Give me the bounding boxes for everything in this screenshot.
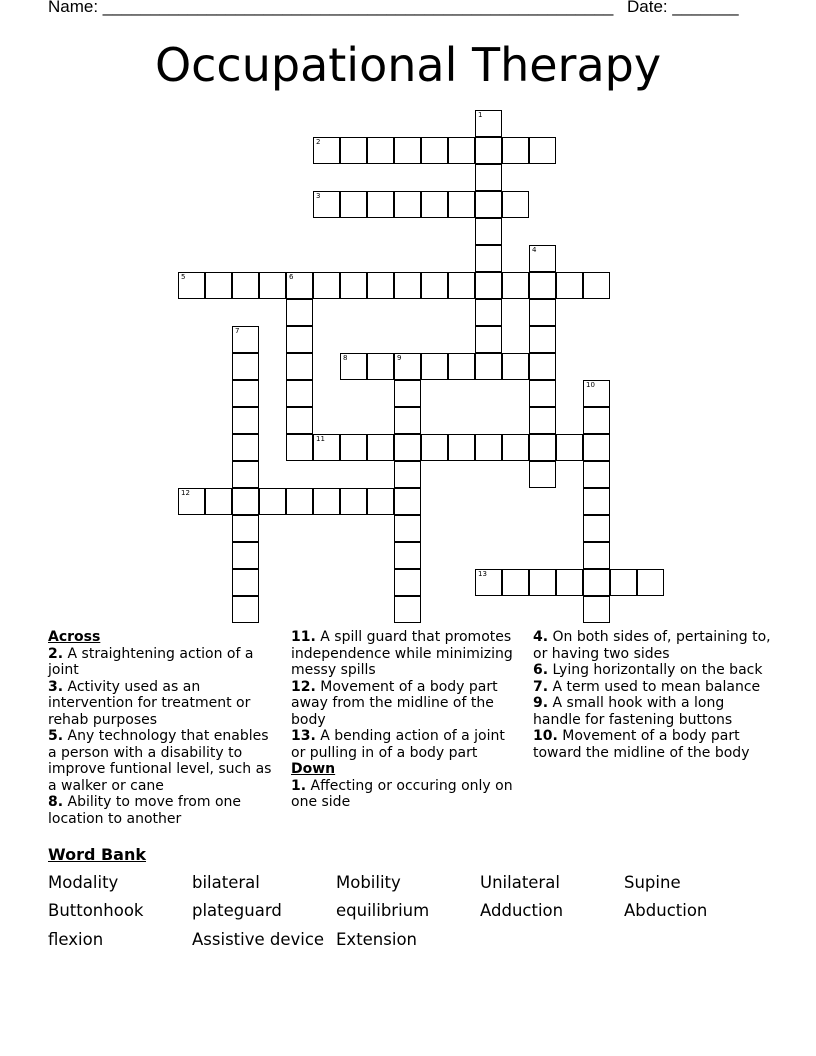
word-bank-item: Supine xyxy=(624,873,681,892)
clue-number: 8 xyxy=(343,354,348,362)
crossword-cell[interactable] xyxy=(529,569,556,596)
name-field-label: Name: ______________________________________________________ xyxy=(48,0,614,16)
clue-number-label: 13. xyxy=(291,728,316,744)
crossword-cell[interactable] xyxy=(232,542,259,569)
crossword-cell[interactable] xyxy=(529,461,556,488)
crossword-cell[interactable] xyxy=(421,272,448,299)
crossword-cell[interactable] xyxy=(232,488,259,515)
crossword-cell[interactable] xyxy=(232,569,259,596)
clue-text: Movement of a body part away from the midline of the body xyxy=(291,678,498,728)
crossword-cell[interactable] xyxy=(583,380,610,407)
clue-text: A spill guard that promotes independence while minimizing messy spills xyxy=(291,629,513,678)
word-bank-item: Modality xyxy=(48,873,119,892)
clue-number: 4 xyxy=(532,246,537,254)
crossword-cell[interactable] xyxy=(232,515,259,542)
crossword-cell[interactable] xyxy=(475,137,502,164)
crossword-cell[interactable] xyxy=(448,434,475,461)
crossword-cell[interactable] xyxy=(421,191,448,218)
clue-item xyxy=(291,728,523,761)
clue-item xyxy=(48,679,278,729)
crossword-cell[interactable] xyxy=(394,542,421,569)
crossword-cell[interactable] xyxy=(367,434,394,461)
clue-item xyxy=(48,728,278,794)
crossword-cell[interactable] xyxy=(556,569,583,596)
clue-number-label: 6. xyxy=(533,662,549,678)
word-bank-item: Mobility xyxy=(336,873,401,892)
crossword-cell[interactable] xyxy=(637,569,664,596)
crossword-cell[interactable] xyxy=(556,434,583,461)
crossword-cell[interactable] xyxy=(475,191,502,218)
word-bank-item: flexion xyxy=(48,930,104,949)
crossword-cell[interactable] xyxy=(394,434,421,461)
crossword-cell[interactable] xyxy=(583,272,610,299)
crossword-cell[interactable] xyxy=(475,245,502,272)
crossword-cell[interactable] xyxy=(394,407,421,434)
word-bank-item: Assistive device xyxy=(192,930,325,949)
crossword-cell[interactable] xyxy=(313,191,340,218)
crossword-cell[interactable] xyxy=(286,272,313,299)
crossword-cell[interactable] xyxy=(583,434,610,461)
crossword-cell[interactable] xyxy=(394,569,421,596)
clue-number: 13 xyxy=(478,570,487,578)
crossword-cell[interactable] xyxy=(178,488,205,515)
crossword-cell[interactable] xyxy=(340,191,367,218)
crossword-cell[interactable] xyxy=(259,488,286,515)
crossword-cell[interactable] xyxy=(286,326,313,353)
crossword-cell[interactable] xyxy=(529,434,556,461)
crossword-cell[interactable] xyxy=(232,272,259,299)
clue-item xyxy=(48,794,278,827)
clue-number-label: 3. xyxy=(48,678,64,695)
word-bank-heading: Word Bank xyxy=(48,845,147,864)
down-heading: Down xyxy=(291,761,336,777)
crossword-cell[interactable] xyxy=(394,191,421,218)
crossword-cell[interactable] xyxy=(448,353,475,380)
clue-number-label: 5. xyxy=(48,728,64,744)
clue-number: 1 xyxy=(478,111,483,119)
word-bank-item: Buttonhook xyxy=(48,901,144,920)
crossword-cell[interactable] xyxy=(475,164,502,191)
crossword-cell[interactable] xyxy=(502,272,529,299)
clue-text: Affecting or occuring only on one side xyxy=(291,777,513,810)
crossword-cell[interactable] xyxy=(448,272,475,299)
clue-item xyxy=(48,646,278,679)
crossword-cell[interactable] xyxy=(502,137,529,164)
crossword-cell[interactable] xyxy=(394,380,421,407)
crossword-cell[interactable] xyxy=(340,137,367,164)
crossword-cell[interactable] xyxy=(286,434,313,461)
crossword-cell[interactable] xyxy=(286,299,313,326)
crossword-cell[interactable] xyxy=(394,488,421,515)
crossword-cell[interactable] xyxy=(313,434,340,461)
crossword-cell[interactable] xyxy=(529,245,556,272)
word-bank-item: Adduction xyxy=(480,901,564,920)
clue-item xyxy=(533,728,773,761)
crossword-cell[interactable] xyxy=(340,353,367,380)
crossword-cell[interactable] xyxy=(529,380,556,407)
crossword-cell[interactable] xyxy=(583,488,610,515)
crossword-cell[interactable] xyxy=(475,218,502,245)
clue-column-2 xyxy=(291,629,523,811)
clue-number-label: 4. xyxy=(533,629,549,645)
clue-item xyxy=(533,679,773,696)
clue-item xyxy=(533,629,773,662)
crossword-cell[interactable] xyxy=(286,380,313,407)
clue-number-label: 1. xyxy=(291,777,307,794)
crossword-cell[interactable] xyxy=(475,110,502,137)
crossword-cell[interactable] xyxy=(286,488,313,515)
crossword-cell[interactable] xyxy=(205,488,232,515)
crossword-cell[interactable] xyxy=(205,272,232,299)
clue-number: 3 xyxy=(316,192,321,200)
crossword-cell[interactable] xyxy=(286,353,313,380)
word-bank-item: Extension xyxy=(336,930,418,949)
clue-number: 11 xyxy=(316,435,325,443)
crossword-cell[interactable] xyxy=(529,407,556,434)
crossword-cell[interactable] xyxy=(421,137,448,164)
clue-text: On both sides of, pertaining to, or having two sides xyxy=(533,629,771,662)
clue-text: Movement of a body part toward the midline of the body xyxy=(533,728,750,761)
crossword-cell[interactable] xyxy=(394,272,421,299)
across-heading: Across xyxy=(48,629,101,645)
crossword-cell[interactable] xyxy=(232,434,259,461)
word-bank-item: plateguard xyxy=(192,901,282,920)
clue-column-3 xyxy=(533,629,773,761)
clue-number-label: 10. xyxy=(533,728,558,744)
clue-number-label: 8. xyxy=(48,794,64,810)
clue-number: 6 xyxy=(289,273,294,281)
clue-column-1 xyxy=(48,629,278,827)
crossword-cell[interactable] xyxy=(367,191,394,218)
clue-number: 10 xyxy=(586,381,595,389)
crossword-cell[interactable] xyxy=(178,272,205,299)
crossword-cell[interactable] xyxy=(502,569,529,596)
crossword-cell[interactable] xyxy=(448,137,475,164)
crossword-cell[interactable] xyxy=(502,353,529,380)
crossword-cell[interactable] xyxy=(610,569,637,596)
clue-number-label: 9. xyxy=(533,695,549,711)
crossword-cell[interactable] xyxy=(259,272,286,299)
clue-text: Lying horizontally on the back xyxy=(548,662,763,678)
crossword-cell[interactable] xyxy=(394,461,421,488)
clue-number-label: 2. xyxy=(48,645,64,662)
date-field-label: Date: _______ xyxy=(627,0,739,16)
crossword-cell[interactable] xyxy=(286,407,313,434)
crossword-cell[interactable] xyxy=(367,137,394,164)
crossword-cell[interactable] xyxy=(529,299,556,326)
crossword-cell[interactable] xyxy=(394,137,421,164)
crossword-cell[interactable] xyxy=(340,434,367,461)
crossword-cell[interactable] xyxy=(583,542,610,569)
crossword-cell[interactable] xyxy=(583,407,610,434)
crossword-cell[interactable] xyxy=(475,353,502,380)
word-bank-item: Unilateral xyxy=(480,873,560,892)
clue-text: Any technology that enables a person with a disability to improve funtional level, such as a walker or cane xyxy=(48,728,272,794)
crossword-cell[interactable] xyxy=(529,272,556,299)
crossword-cell[interactable] xyxy=(394,353,421,380)
crossword-cell[interactable] xyxy=(583,515,610,542)
crossword-cell[interactable] xyxy=(232,326,259,353)
crossword-cell[interactable] xyxy=(340,488,367,515)
clue-number: 12 xyxy=(181,489,190,497)
clue-text: Ability to move from one location to another xyxy=(48,794,242,827)
crossword-cell[interactable] xyxy=(367,272,394,299)
crossword-cell[interactable] xyxy=(313,488,340,515)
crossword-cell[interactable] xyxy=(232,380,259,407)
clue-text: A small hook with a long handle for fastening buttons xyxy=(533,695,733,728)
crossword-cell[interactable] xyxy=(583,596,610,623)
crossword-cell[interactable] xyxy=(313,272,340,299)
crossword-cell[interactable] xyxy=(448,191,475,218)
crossword-cell[interactable] xyxy=(583,569,610,596)
crossword-cell[interactable] xyxy=(583,461,610,488)
crossword-cell[interactable] xyxy=(232,596,259,623)
clue-number: 7 xyxy=(235,327,240,335)
crossword-cell[interactable] xyxy=(502,191,529,218)
crossword-cell[interactable] xyxy=(475,272,502,299)
clue-item xyxy=(291,778,523,811)
clue-number: 2 xyxy=(316,138,321,146)
clue-item xyxy=(533,695,773,728)
word-bank-item: equilibrium xyxy=(336,901,430,920)
crossword-cell[interactable] xyxy=(529,137,556,164)
crossword-cell[interactable] xyxy=(529,326,556,353)
crossword-cell[interactable] xyxy=(475,299,502,326)
crossword-cell[interactable] xyxy=(367,353,394,380)
clue-item xyxy=(533,662,773,679)
clue-item xyxy=(291,629,523,679)
word-bank-item: bilateral xyxy=(192,873,260,892)
clue-number-label: 11. xyxy=(291,629,316,645)
crossword-cell[interactable] xyxy=(421,434,448,461)
crossword-cell[interactable] xyxy=(367,488,394,515)
crossword-cell[interactable] xyxy=(475,326,502,353)
crossword-cell[interactable] xyxy=(556,272,583,299)
crossword-cell[interactable] xyxy=(502,434,529,461)
crossword-cell[interactable] xyxy=(421,353,448,380)
clue-number-label: 12. xyxy=(291,678,316,695)
crossword-cell[interactable] xyxy=(232,461,259,488)
crossword-cell[interactable] xyxy=(313,137,340,164)
crossword-cell[interactable] xyxy=(529,353,556,380)
clue-item xyxy=(291,679,523,729)
crossword-cell[interactable] xyxy=(475,434,502,461)
crossword-cell[interactable] xyxy=(475,569,502,596)
clue-text: Activity used as an intervention for treatment or rehab purposes xyxy=(48,678,251,728)
word-bank-item: Abduction xyxy=(624,901,708,920)
crossword-cell[interactable] xyxy=(232,407,259,434)
clue-text: A bending action of a joint or pulling in of a body part xyxy=(291,728,505,761)
crossword-cell[interactable] xyxy=(340,272,367,299)
crossword-cell[interactable] xyxy=(394,515,421,542)
crossword-cell[interactable] xyxy=(232,353,259,380)
clue-text: A term used to mean balance xyxy=(548,678,761,695)
clue-number: 5 xyxy=(181,273,186,281)
page-title: Occupational Therapy xyxy=(154,38,662,92)
clue-number: 9 xyxy=(397,354,402,362)
clue-number-label: 7. xyxy=(533,678,549,695)
clue-text: A straightening action of a joint xyxy=(48,645,254,678)
crossword-cell[interactable] xyxy=(394,596,421,623)
